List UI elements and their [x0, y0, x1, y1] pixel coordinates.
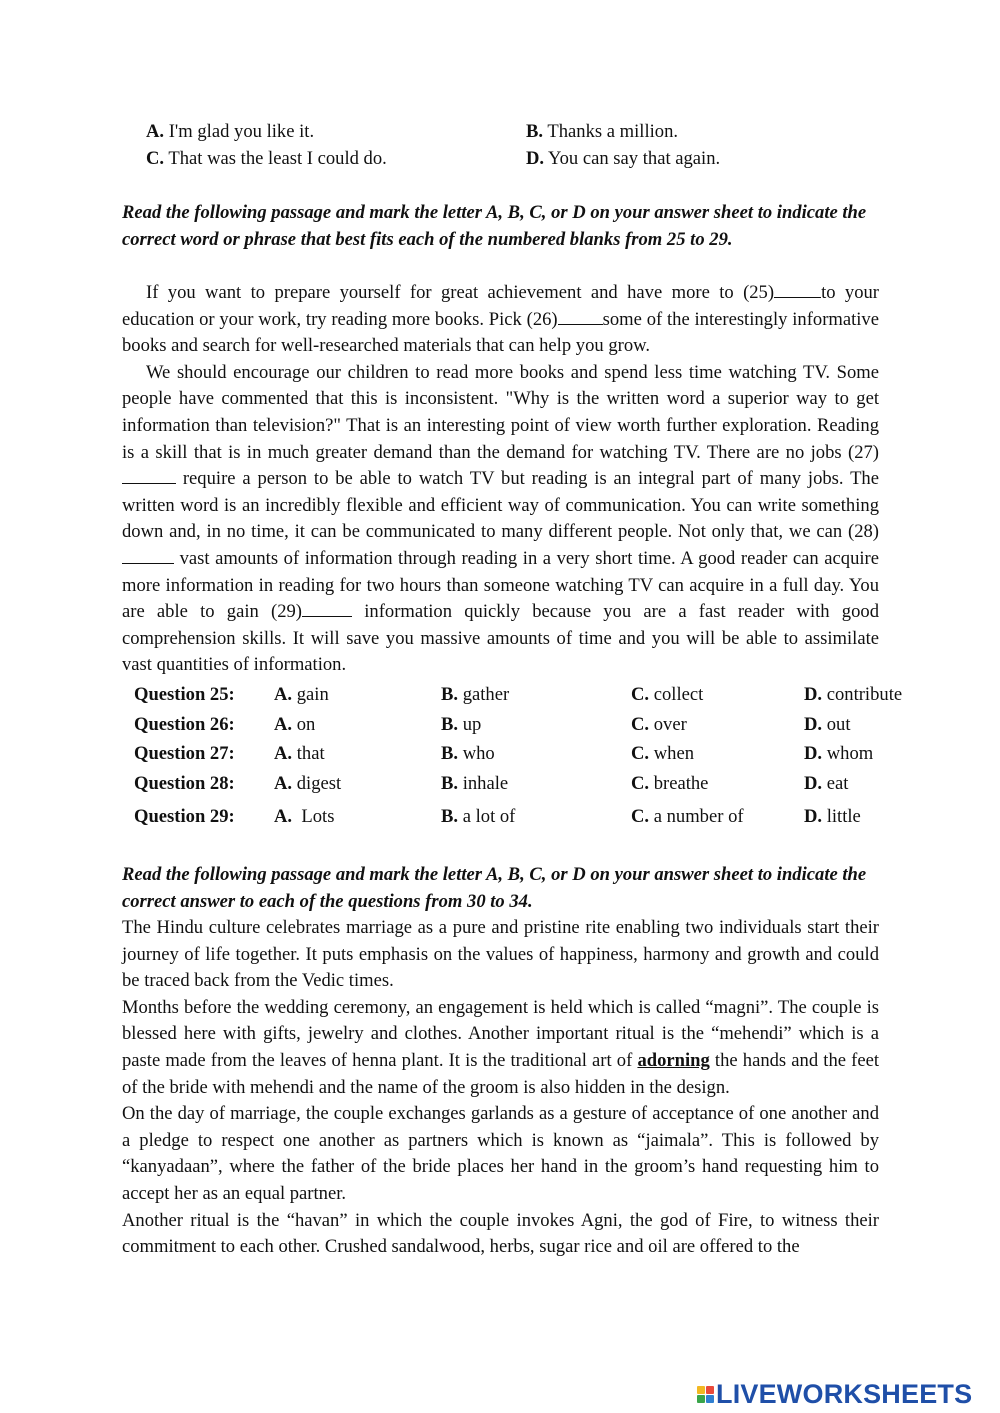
answer-d[interactable] [804, 682, 902, 708]
answer-letter: D. [804, 743, 823, 764]
answer-d[interactable] [804, 804, 861, 830]
liveworksheets-icon [697, 1386, 714, 1403]
option-text: I'm glad you like it. [164, 121, 315, 142]
option-d[interactable] [526, 148, 720, 170]
blank-28[interactable] [122, 549, 174, 564]
answer-text: contribute [822, 684, 903, 705]
answer-letter: B. [441, 743, 459, 764]
answer-letter: A. [274, 806, 293, 827]
answer-text: out [822, 714, 851, 735]
text-run: Months before the wedding ceremony, an engagement is held which is called “magni”. The couple is blessed here with gifts, jewelry and clothes. Another important ritual is the “mehendi” which is a paste made from the leaves of henna plant. It is the traditional art of [122, 996, 879, 1071]
answer-letter: B. [441, 714, 459, 735]
option-letter: A. [146, 121, 165, 142]
blank-27[interactable] [122, 469, 176, 484]
answer-text: a lot of [458, 806, 516, 827]
answer-text: that [292, 743, 325, 764]
option-text: You can say that again. [544, 148, 721, 169]
answer-a[interactable] [274, 682, 329, 708]
question-label: Question 28: [134, 773, 235, 794]
answer-letter: D. [804, 684, 823, 705]
option-letter: B. [526, 121, 544, 142]
answer-text: whom [822, 743, 874, 764]
section2-instruction: Read the following passage and mark the letter A, B, C, or D on your answer sheet to indicate the correct answer to each of the questions from 30 to 34. [122, 864, 867, 912]
passage-paragraph [122, 280, 879, 360]
answer-text: Lots [292, 806, 335, 827]
logo-square [706, 1386, 714, 1394]
section1-instruction: Read the following passage and mark the letter A, B, C, or D on your answer sheet to indicate the correct word or phrase that best fits each of the numbered blanks from 25 to 29. [122, 202, 867, 250]
option-a[interactable] [146, 121, 314, 143]
answer-letter: B. [441, 806, 459, 827]
text-run: require a person to be able to watch TV but reading is an integral part of many jobs. The written word is an incredibly flexible and efficient way of communication. You can write something down and, in no time, it can be communicated to many different people. Not only that, we can (28) [122, 468, 879, 543]
option-text: Thanks a million. [543, 121, 679, 142]
question-label: Question 25: [134, 684, 235, 705]
answer-letter: C. [631, 714, 650, 735]
answer-d[interactable] [804, 741, 873, 767]
text-run: If you want to prepare yourself for great achievement and have more to (25) [146, 282, 775, 303]
answer-b[interactable] [441, 682, 509, 708]
answer-letter: D. [804, 714, 823, 735]
section1-passage [122, 280, 879, 679]
passage-paragraph: Another ritual is the “havan” in which the couple invokes Agni, the god of Fire, to witness their commitment to each other. Crushed sandalwood, herbs, sugar rice and oil are offered to the [122, 1209, 879, 1258]
answer-text: gather [458, 684, 510, 705]
answer-text: digest [292, 773, 342, 794]
answer-text: little [822, 806, 861, 827]
passage-paragraph: The Hindu culture celebrates marriage as a pure and pristine rite enabling two individuals start their journey of life together. It puts emphasis on the values of happiness, harmony and growth and could be traced back from the Vedic times. [122, 917, 879, 992]
answer-a[interactable] [274, 804, 334, 830]
answer-b[interactable] [441, 804, 515, 830]
answer-text: over [649, 714, 687, 735]
blank-25[interactable] [774, 283, 821, 298]
answer-letter: A. [274, 773, 293, 794]
answer-letter: B. [441, 684, 459, 705]
answer-text: breathe [649, 773, 709, 794]
option-b[interactable] [526, 121, 678, 143]
text-run: We should encourage our children to read more books and spend less time watching TV. Some people have commented that this is inconsistent. "Why is the written word a superior way to get information than television?" That is an interesting point of view worth further exploration. Reading is a skill that is in much greater demand than the demand for watching TV. There are no jobs (27) [122, 361, 879, 463]
text-run: vast amounts of information through reading in a very short time. A good reader can acquire more information in reading for two hours than someone watching TV can acquire in a full day. You are able to gain (29) [122, 547, 879, 623]
answer-letter: D. [804, 773, 823, 794]
question-label: Question 26: [134, 714, 235, 735]
logo-square [697, 1386, 705, 1394]
blank-26[interactable] [558, 310, 603, 325]
passage-paragraph: On the day of marriage, the couple exchanges garlands as a gesture of acceptance of one another and a pledge to respect one another as partners which is known as “jaimala”. This is followed by “kanyadaan”, where the father of the bride places her hand in the groom’s hand requesting him to accept her as an equal partner. [122, 1103, 879, 1204]
answer-c[interactable] [631, 771, 708, 797]
answer-c[interactable] [631, 804, 744, 830]
answer-letter: C. [631, 806, 650, 827]
answer-letter: B. [441, 773, 459, 794]
answer-text: who [458, 743, 495, 764]
answer-letter: A. [274, 714, 293, 735]
answer-text: a number of [649, 806, 744, 827]
answer-letter: A. [274, 743, 293, 764]
blank-29[interactable] [302, 602, 352, 617]
text-run: information quickly because you are a fast reader with good comprehension skills. It will save you massive amounts of time and you will be able to assimilate vast quantities of information. [122, 601, 879, 676]
text-run: some of the interestingly informative books and search for well-researched materials that can help you grow. [122, 308, 879, 357]
question-label: Question 29: [134, 806, 235, 827]
highlighted-word: adorning [637, 1049, 710, 1071]
answer-letter: C. [631, 773, 650, 794]
text-run: to your education or your work, try reading more books. Pick (26) [122, 282, 880, 330]
logo-square [697, 1395, 705, 1403]
answer-letter: D. [804, 806, 823, 827]
text-run: the hands and the feet of the bride with mehendi and the name of the groom is also hidden in the design. [122, 1049, 879, 1098]
passage-paragraph [122, 995, 879, 1101]
answer-text: inhale [458, 773, 509, 794]
section2-passage [122, 915, 879, 1261]
answer-text: eat [822, 773, 849, 794]
passage-paragraph [122, 360, 879, 679]
answer-text: when [649, 743, 695, 764]
option-text: That was the least I could do. [164, 148, 387, 169]
answer-c[interactable] [631, 712, 687, 738]
answer-c[interactable] [631, 741, 694, 767]
option-letter: D. [526, 148, 545, 169]
answer-text: collect [649, 684, 704, 705]
logo-text: LIVEWORKSHEETS [716, 1378, 973, 1409]
answer-b[interactable] [441, 741, 495, 767]
answer-d[interactable] [804, 771, 848, 797]
option-letter: C. [146, 148, 165, 169]
answer-a[interactable] [274, 712, 315, 738]
answer-c[interactable] [631, 682, 703, 708]
liveworksheets-logo [697, 1379, 972, 1409]
answer-letter: A. [274, 684, 293, 705]
answer-d[interactable] [804, 712, 851, 738]
logo-square [706, 1395, 714, 1403]
answer-letter: C. [631, 743, 650, 764]
answer-a[interactable] [274, 741, 325, 767]
option-c[interactable] [146, 148, 387, 170]
answer-text: up [458, 714, 482, 735]
answer-letter: C. [631, 684, 650, 705]
answer-text: on [292, 714, 316, 735]
question-label: Question 27: [134, 743, 235, 764]
answer-b[interactable] [441, 771, 508, 797]
answer-text: gain [292, 684, 329, 705]
answer-a[interactable] [274, 771, 341, 797]
answer-b[interactable] [441, 712, 481, 738]
